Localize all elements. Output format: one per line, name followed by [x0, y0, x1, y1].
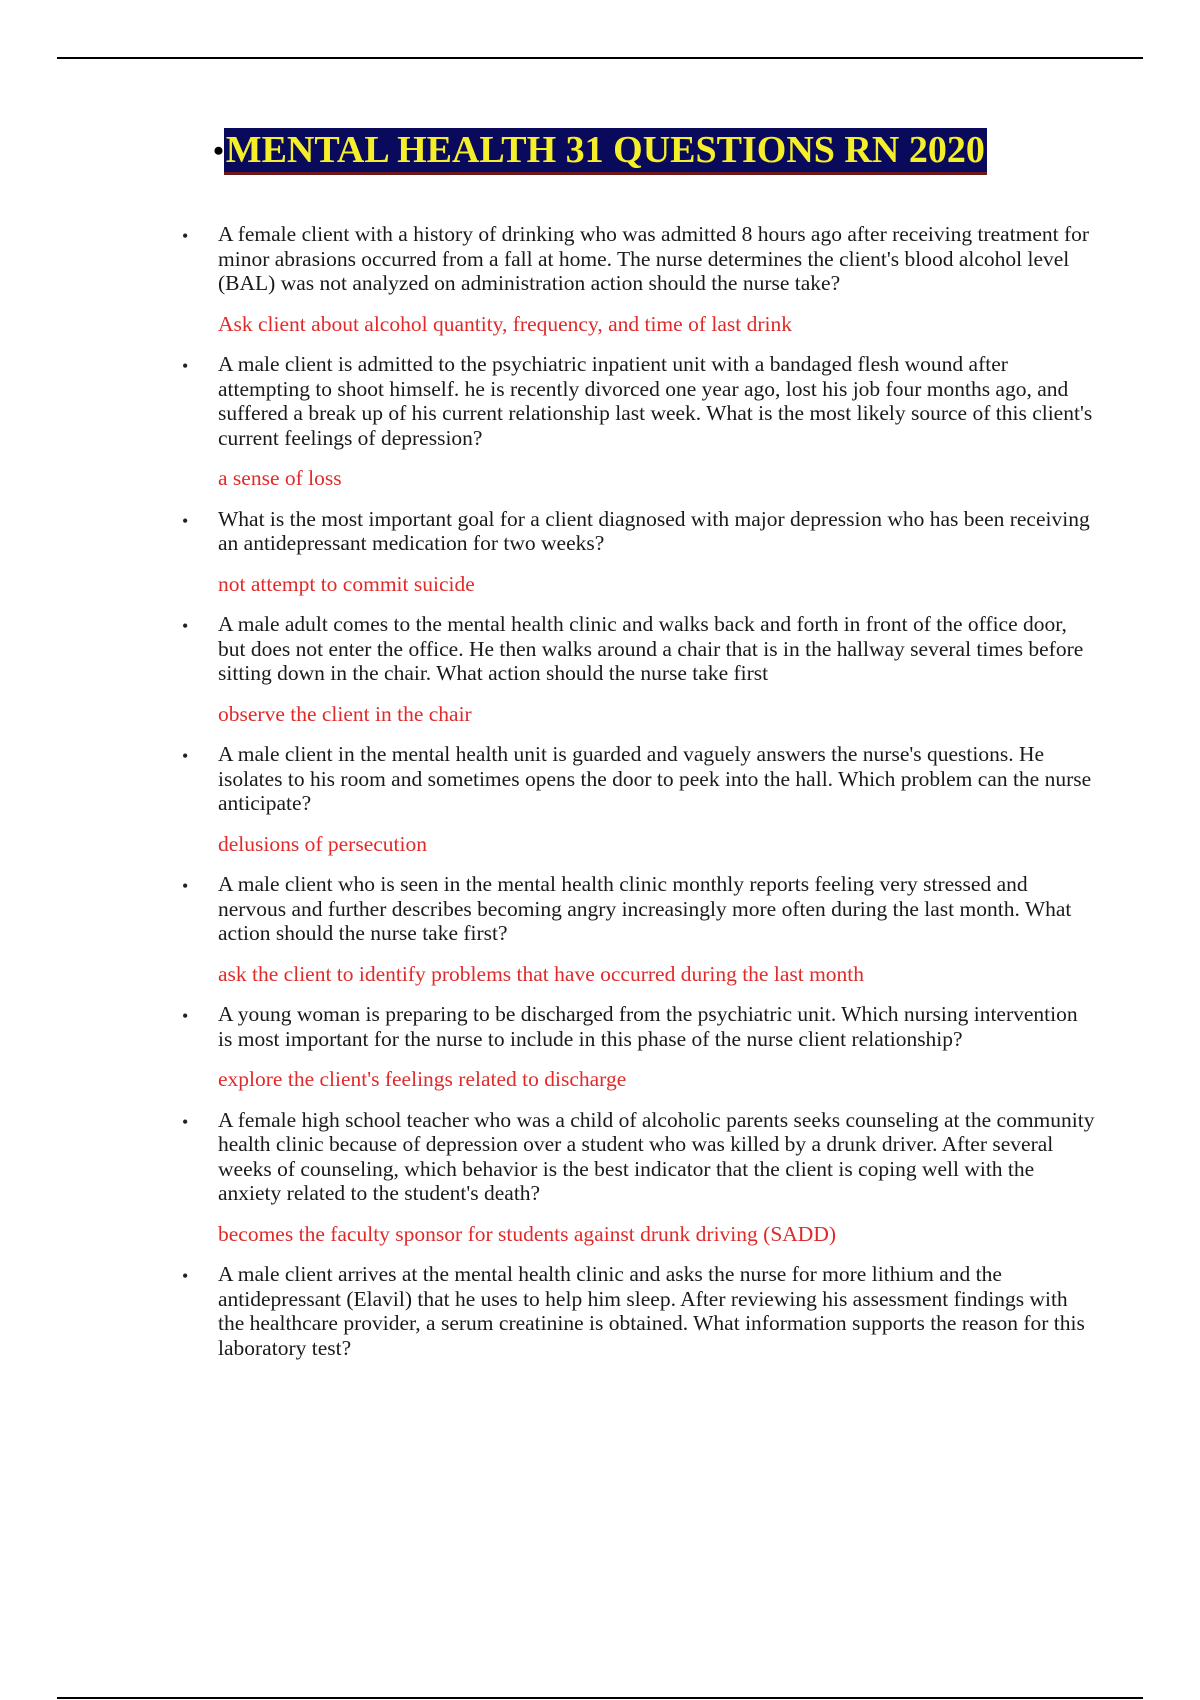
answer-text: Ask client about alcohol quantity, frequency, and time of last drink — [218, 311, 792, 336]
bullet-icon: • — [182, 876, 189, 896]
answer-text: observe the client in the chair — [218, 701, 472, 726]
question-text: A female high school teacher who was a child of alcoholic parents seeks counseling at the community health clinic because of depression over a student who was killed by a drunk driver. After several weeks of counseling, which behavior is the best indicator that the client is coping well with the anxiety related to the student's death? — [218, 1107, 1095, 1205]
question-item — [0, 1262, 1200, 1360]
bullet-icon: • — [182, 510, 189, 531]
answer-text: delusions of persecution — [218, 831, 427, 856]
title-bullet: • — [213, 134, 224, 168]
top-rule — [57, 57, 1143, 59]
answer-text: ask the client to identify problems that have occurred during the last month — [218, 961, 865, 986]
bullet-icon: • — [182, 746, 189, 766]
question-text: A male client arrives at the mental health clinic and asks the nurse for more lithium and the antidepressant (Elavil) that he uses to help him sleep. After reviewing his assessment findings with the healthcare provider, a serum creatinine is obtained. What information supports the reason for this laboratory test? — [218, 1262, 1085, 1360]
answer-text: a sense of loss — [218, 466, 342, 490]
answer-text: not attempt to commit suicide — [218, 571, 475, 596]
question-text: A male adult comes to the mental health clinic and walks back and forth in front of the office door, but does not enter the office. He then walks around a chair that is in the hallway several times before sitting down in the chair. What action should the nurse take first — [218, 612, 1084, 685]
question-item — [0, 507, 1200, 597]
title-block — [0, 128, 1200, 175]
question-item — [0, 1108, 1200, 1247]
bullet-icon: • — [182, 616, 189, 636]
question-item — [0, 872, 1200, 986]
question-text: A female client with a history of drinking who was admitted 8 hours ago after receiving treatment for minor abrasions occurred from a fall at home. The nurse determines the client's blood alcohol level (BAL) was not analyzed on administration action should the nurse take? — [218, 222, 1090, 295]
question-text: What is the most important goal for a client diagnosed with major depression who has been receiving an antidepressant medication for two weeks? — [218, 506, 1090, 555]
question-item — [0, 1002, 1200, 1092]
question-item — [0, 742, 1200, 856]
bullet-icon: • — [182, 356, 189, 376]
question-text: A male client who is seen in the mental health clinic monthly reports feeling very stressed and nervous and further describes becoming angry increasingly more often during the last month. What action should the nurse take first? — [218, 872, 1072, 945]
answer-text: becomes the faculty sponsor for students against drunk driving (SADD) — [218, 1221, 837, 1246]
bullet-icon: • — [182, 1266, 189, 1286]
question-item — [0, 352, 1200, 491]
question-text: A male client is admitted to the psychiatric inpatient unit with a bandaged flesh wound after attempting to shoot himself. he is recently divorced one year ago, lost his job four months ago, and suffered a break up of his current relationship last week. What is the most likely source of this client's current feelings of depression? — [218, 352, 1093, 450]
question-text: A young woman is preparing to be discharged from the psychiatric unit. Which nursing intervention is most important for the nurse to include in this phase of the nurse client relationship? — [218, 1002, 1078, 1051]
bullet-icon: • — [182, 1006, 189, 1026]
answer-text: explore the client's feelings related to discharge — [218, 1067, 627, 1091]
bullet-icon: • — [182, 1111, 189, 1132]
page-title: MENTAL HEALTH 31 QUESTIONS RN 2020 — [224, 128, 987, 175]
question-text: A male client in the mental health unit is guarded and vaguely answers the nurse's questions. He isolates to his room and sometimes opens the door to peek into the hall. Which problem can the nurse anticipate? — [218, 742, 1092, 815]
question-list — [0, 222, 1200, 1376]
question-item — [0, 612, 1200, 726]
bullet-icon: • — [182, 226, 189, 246]
question-item — [0, 222, 1200, 336]
bottom-rule — [57, 1697, 1143, 1699]
